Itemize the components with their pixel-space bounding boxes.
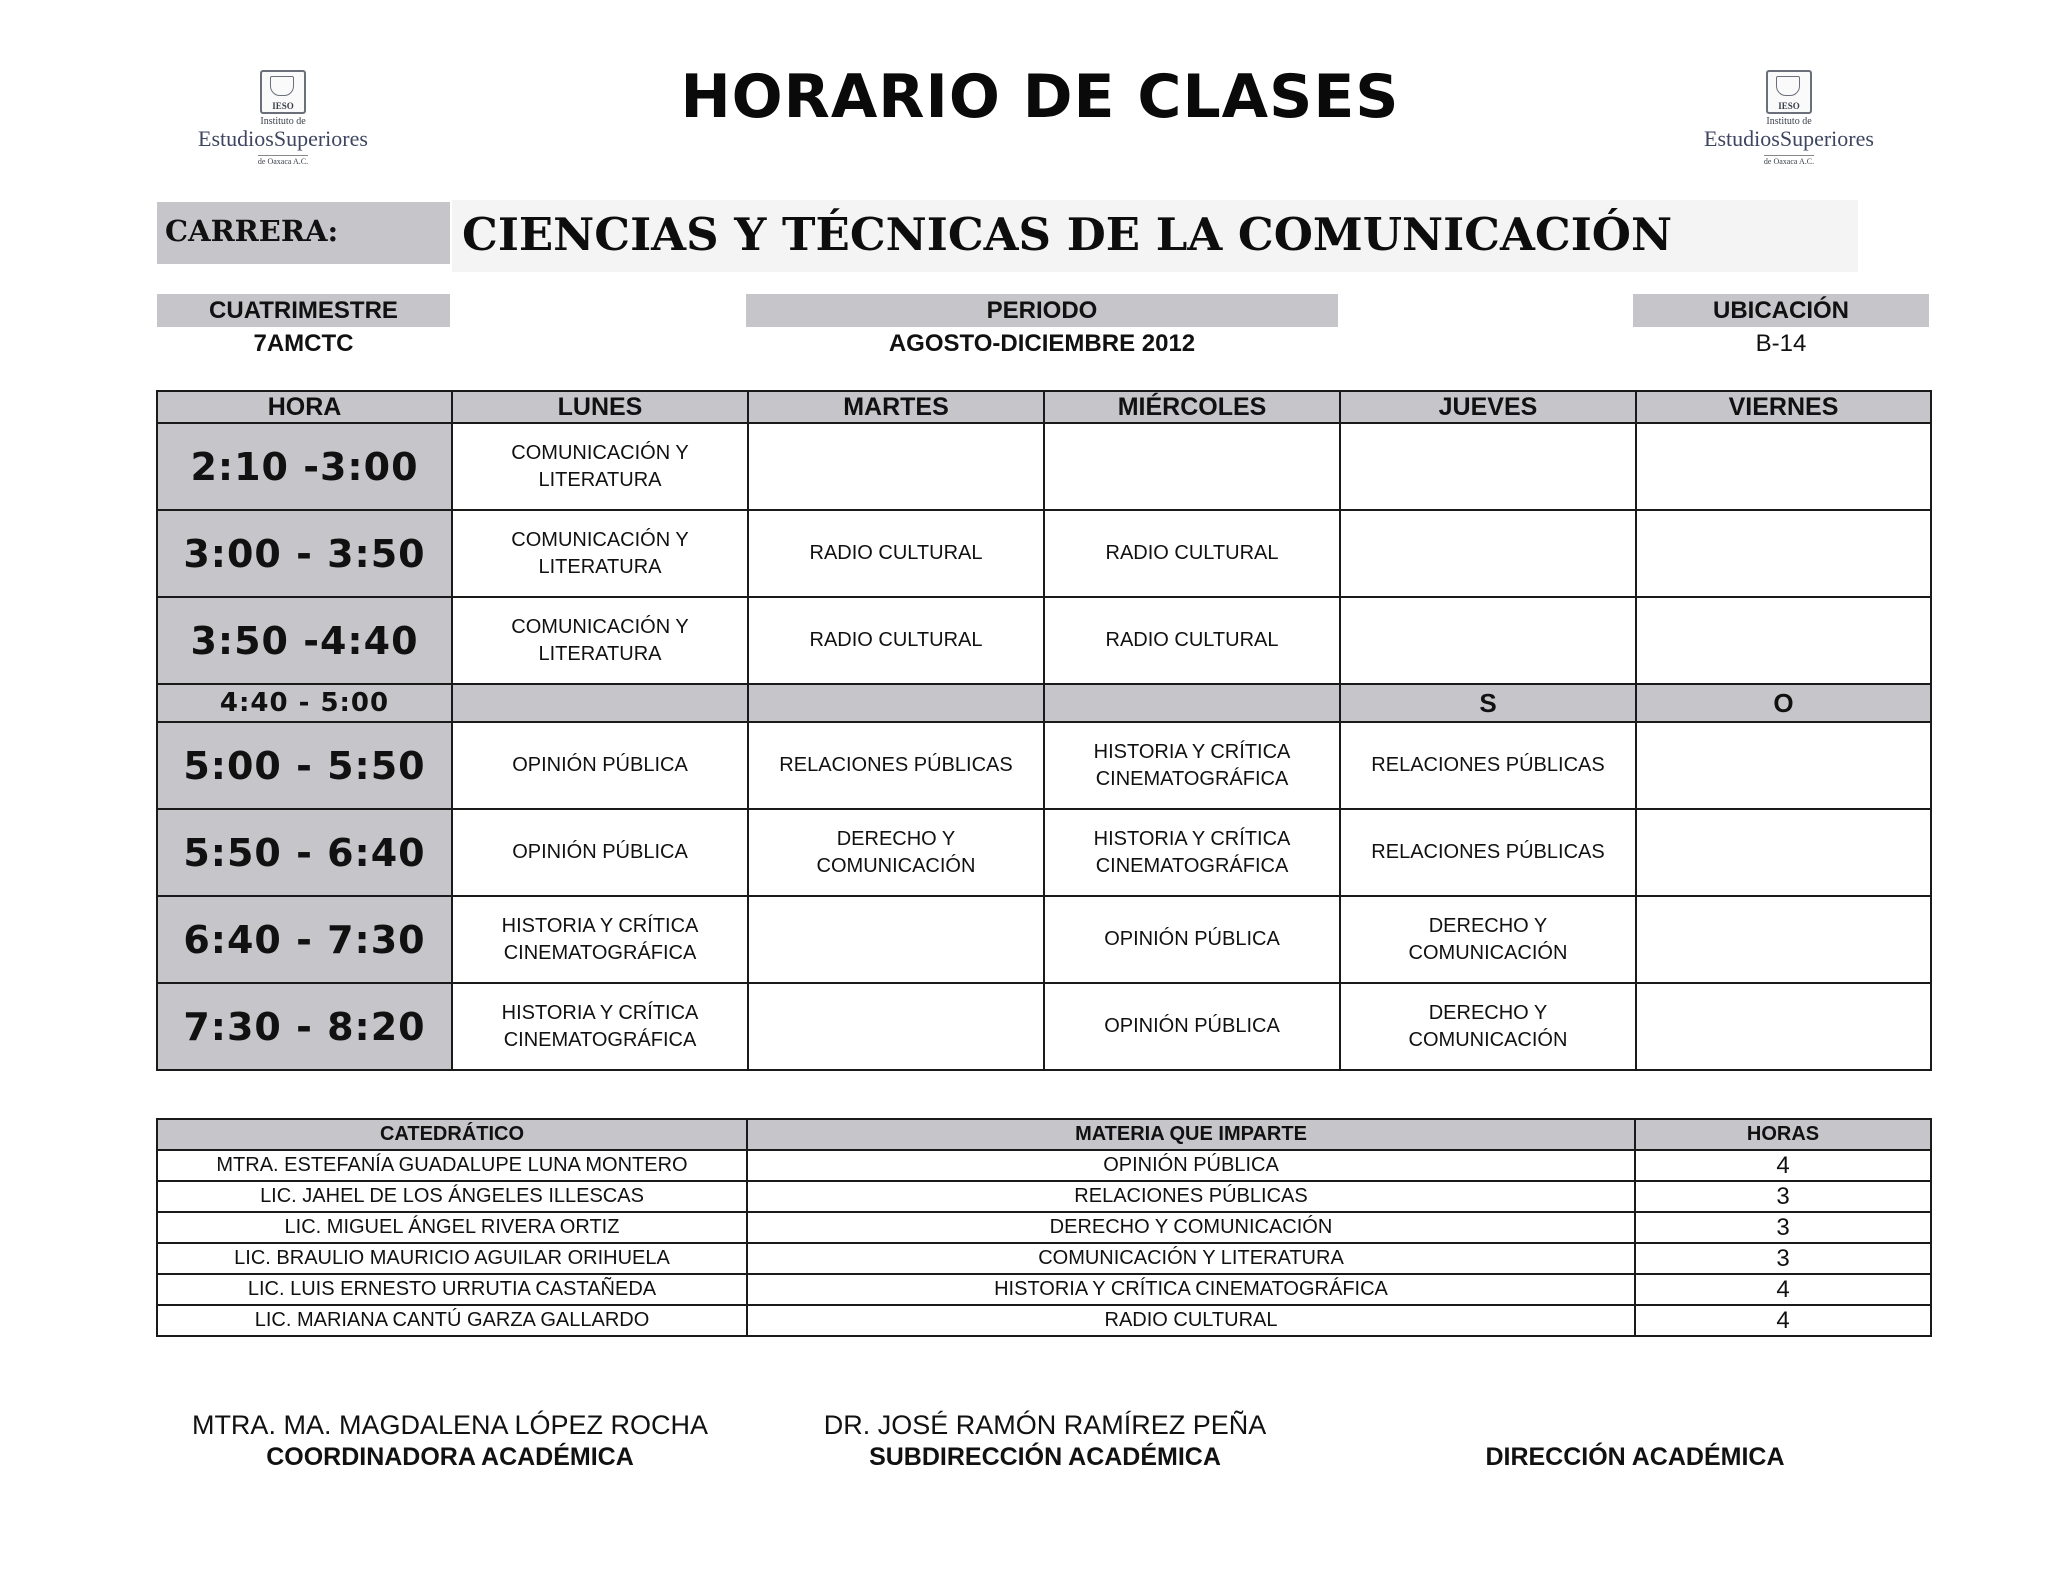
teacher-name: LIC. BRAULIO MAURICIO AGUILAR ORIHUELA: [157, 1243, 747, 1274]
schedule-header-row: [157, 391, 1931, 423]
col-header-miercoles: MIÉRCOLES: [1044, 391, 1340, 423]
time-slot: 3:50 -4:40: [157, 597, 452, 684]
col-header-jueves: JUEVES: [1340, 391, 1636, 423]
schedule-row: [157, 809, 1931, 896]
class-cell: RADIO CULTURAL: [1044, 510, 1340, 597]
class-cell: [452, 684, 748, 722]
teacher-name: LIC. MARIANA CANTÚ GARZA GALLARDO: [157, 1305, 747, 1336]
shield-icon: IESO: [1766, 70, 1812, 114]
signature-name-subdireccion: DR. JOSÉ RAMÓN RAMÍREZ PEÑA: [823, 1410, 1267, 1440]
teacher-row: [157, 1243, 1931, 1274]
teacher-subject: COMUNICACIÓN Y LITERATURA: [747, 1243, 1635, 1274]
class-cell: [1340, 423, 1636, 510]
col-header-materia: MATERIA QUE IMPARTE: [747, 1119, 1635, 1150]
class-cell: OPINIÓN PÚBLICA: [1044, 896, 1340, 983]
logo-line-3: de Oaxaca A.C.: [1763, 157, 1815, 166]
signature-name-coordinadora: MTRA. MA. MAGDALENA LÓPEZ ROCHA: [191, 1410, 709, 1440]
class-cell: [1636, 510, 1931, 597]
schedule-row: [157, 896, 1931, 983]
time-slot: 2:10 -3:00: [157, 423, 452, 510]
col-header-hora: HORA: [157, 391, 452, 423]
teacher-subject: RELACIONES PÚBLICAS: [747, 1181, 1635, 1212]
class-cell: DERECHO Y COMUNICACIÓN: [748, 809, 1044, 896]
logo-line-2: EstudiosSuperiores: [1704, 126, 1874, 151]
class-cell: [748, 896, 1044, 983]
schedule-row: [157, 510, 1931, 597]
col-header-catedratico: CATEDRÁTICO: [157, 1119, 747, 1150]
institution-logo-left: [178, 70, 388, 180]
class-cell: [1636, 597, 1931, 684]
teacher-row: [157, 1181, 1931, 1212]
teacher-hours: 3: [1635, 1181, 1931, 1212]
class-cell: [1340, 597, 1636, 684]
class-cell: RELACIONES PÚBLICAS: [1340, 809, 1636, 896]
teacher-subject: DERECHO Y COMUNICACIÓN: [747, 1212, 1635, 1243]
class-cell: O: [1636, 684, 1931, 722]
teacher-name: LIC. LUIS ERNESTO URRUTIA CASTAÑEDA: [157, 1274, 747, 1305]
class-cell: [1636, 423, 1931, 510]
teacher-subject: HISTORIA Y CRÍTICA CINEMATOGRÁFICA: [747, 1274, 1635, 1305]
carrera-value: CIENCIAS Y TÉCNICAS DE LA COMUNICACIÓN: [452, 200, 1858, 272]
class-cell: [1340, 510, 1636, 597]
schedule-break-row: [157, 684, 1931, 722]
teacher-row: [157, 1150, 1931, 1181]
teacher-hours: 4: [1635, 1305, 1931, 1336]
logo-line-2: EstudiosSuperiores: [198, 126, 368, 151]
teacher-row: [157, 1305, 1931, 1336]
class-cell: OPINIÓN PÚBLICA: [452, 809, 748, 896]
class-cell: DERECHO Y COMUNICACIÓN: [1340, 896, 1636, 983]
time-slot: 7:30 - 8:20: [157, 983, 452, 1070]
class-cell: S: [1340, 684, 1636, 722]
class-cell: COMUNICACIÓN Y LITERATURA: [452, 510, 748, 597]
class-cell: [1044, 423, 1340, 510]
time-slot: 5:00 - 5:50: [157, 722, 452, 809]
ubicacion-label: UBICACIÓN: [1633, 294, 1929, 327]
teacher-name: LIC. JAHEL DE LOS ÁNGELES ILLESCAS: [157, 1181, 747, 1212]
class-cell: [1636, 809, 1931, 896]
teacher-hours: 3: [1635, 1212, 1931, 1243]
periodo-value: AGOSTO-DICIEMBRE 2012: [888, 330, 1196, 357]
cuatrimestre-label: CUATRIMESTRE: [157, 294, 450, 327]
col-header-horas: HORAS: [1635, 1119, 1931, 1150]
time-slot: 5:50 - 6:40: [157, 809, 452, 896]
time-slot: 4:40 - 5:00: [157, 684, 452, 722]
teacher-hours: 4: [1635, 1150, 1931, 1181]
class-cell: OPINIÓN PÚBLICA: [1044, 983, 1340, 1070]
schedule-row: [157, 983, 1931, 1070]
class-cell: RADIO CULTURAL: [1044, 597, 1340, 684]
col-header-lunes: LUNES: [452, 391, 748, 423]
logo-line-1: Instituto de: [260, 116, 306, 127]
signature-role-subdireccion: SUBDIRECCIÓN ACADÉMICA: [869, 1443, 1221, 1471]
class-cell: [1636, 722, 1931, 809]
periodo-label: PERIODO: [746, 294, 1338, 327]
class-cell: [748, 423, 1044, 510]
teacher-subject: RADIO CULTURAL: [747, 1305, 1635, 1336]
carrera-label: CARRERA:: [157, 202, 450, 264]
class-cell: [1044, 684, 1340, 722]
schedule-table: [156, 390, 1932, 1071]
teacher-row: [157, 1212, 1931, 1243]
class-cell: [1636, 896, 1931, 983]
class-cell: [1636, 983, 1931, 1070]
schedule-row: [157, 597, 1931, 684]
time-slot: 6:40 - 7:30: [157, 896, 452, 983]
class-cell: HISTORIA Y CRÍTICA CINEMATOGRÁFICA: [452, 983, 748, 1070]
class-cell: HISTORIA Y CRÍTICA CINEMATOGRÁFICA: [1044, 809, 1340, 896]
logo-line-1: Instituto de: [1766, 116, 1812, 127]
class-cell: RADIO CULTURAL: [748, 510, 1044, 597]
class-cell: [748, 684, 1044, 722]
class-cell: [748, 983, 1044, 1070]
signature-role-coordinadora: COORDINADORA ACADÉMICA: [266, 1443, 634, 1471]
class-cell: RELACIONES PÚBLICAS: [1340, 722, 1636, 809]
class-cell: HISTORIA Y CRÍTICA CINEMATOGRÁFICA: [1044, 722, 1340, 809]
teachers-table: [156, 1118, 1932, 1337]
logo-line-3: de Oaxaca A.C.: [257, 157, 309, 166]
time-slot: 3:00 - 3:50: [157, 510, 452, 597]
class-cell: OPINIÓN PÚBLICA: [452, 722, 748, 809]
shield-icon: IESO: [260, 70, 306, 114]
teacher-row: [157, 1274, 1931, 1305]
institution-logo-right: [1684, 70, 1894, 180]
teachers-header-row: [157, 1119, 1931, 1150]
teacher-hours: 4: [1635, 1274, 1931, 1305]
class-cell: COMUNICACIÓN Y LITERATURA: [452, 423, 748, 510]
teacher-hours: 3: [1635, 1243, 1931, 1274]
col-header-martes: MARTES: [748, 391, 1044, 423]
cuatrimestre-value: 7AMCTC: [253, 330, 354, 357]
schedule-row: [157, 722, 1931, 809]
class-cell: HISTORIA Y CRÍTICA CINEMATOGRÁFICA: [452, 896, 748, 983]
teacher-name: LIC. MIGUEL ÁNGEL RIVERA ORTIZ: [157, 1212, 747, 1243]
class-cell: RELACIONES PÚBLICAS: [748, 722, 1044, 809]
page-title: HORARIO DE CLASES: [680, 62, 1400, 132]
schedule-row: [157, 423, 1931, 510]
teacher-subject: OPINIÓN PÚBLICA: [747, 1150, 1635, 1181]
ubicacion-value: B-14: [1755, 330, 1807, 357]
col-header-viernes: VIERNES: [1636, 391, 1931, 423]
class-cell: DERECHO Y COMUNICACIÓN: [1340, 983, 1636, 1070]
teacher-name: MTRA. ESTEFANÍA GUADALUPE LUNA MONTERO: [157, 1150, 747, 1181]
class-cell: COMUNICACIÓN Y LITERATURA: [452, 597, 748, 684]
signature-role-direccion: DIRECCIÓN ACADÉMICA: [1485, 1443, 1785, 1471]
class-cell: RADIO CULTURAL: [748, 597, 1044, 684]
